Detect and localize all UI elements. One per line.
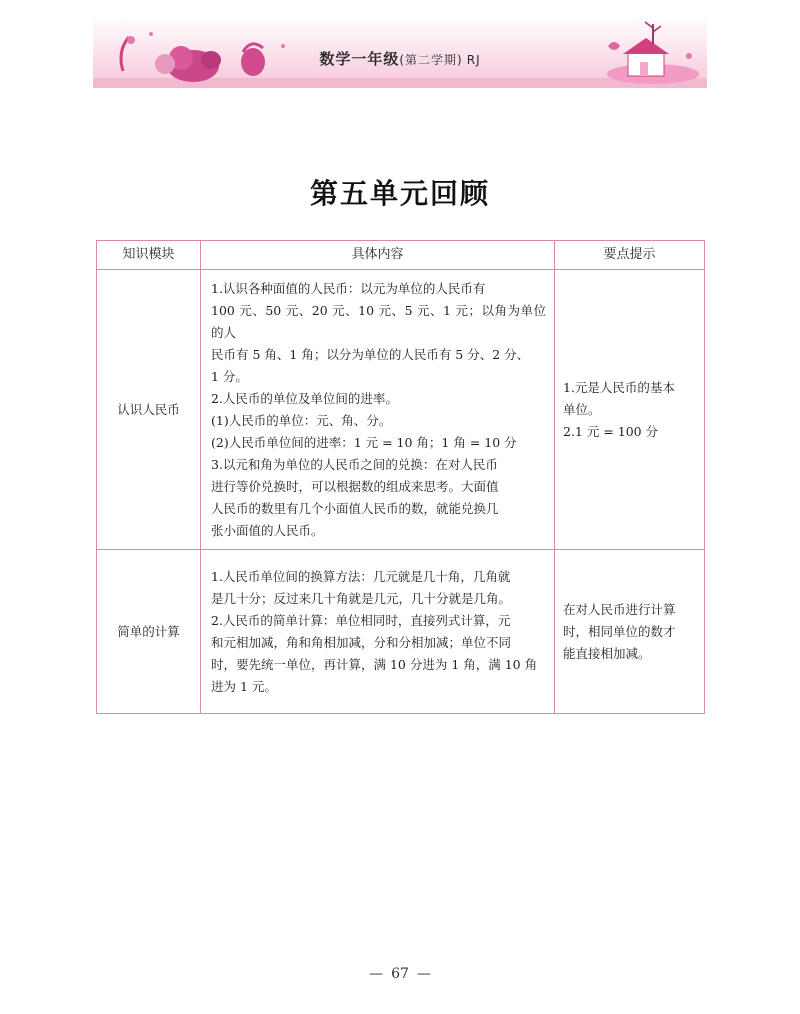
tips-cell [555, 550, 705, 714]
page-footer [0, 966, 800, 982]
review-table [96, 240, 705, 714]
content-line: 人民币的数里有几个小面值人民币的数，就能兑换几 [211, 500, 499, 516]
content-line: 进为 1 元。 [211, 678, 277, 694]
table-row [97, 550, 705, 714]
table-row [97, 270, 705, 550]
content-line: 100 元、50 元、20 元、10 元、5 元、1 元；以角为单位的人 [211, 302, 546, 340]
book-term: (第二学期) [399, 53, 463, 67]
page-title: 第五单元回顾 [309, 177, 490, 210]
page-number: 67 [391, 966, 409, 982]
content-line: 2.人民币的简单计算：单位相同时，直接列式计算，元 [211, 612, 511, 628]
content-line: 1 分。 [211, 368, 248, 384]
content-line: 时，要先统一单位，再计算，满 10 分进为 1 角，满 10 角 [211, 656, 538, 672]
content-line: (1)人民币的单位：元、角、分。 [211, 412, 392, 428]
table-header-row [97, 241, 705, 270]
footer-dash-left: — [369, 966, 384, 982]
content-line: 是几十分；反过来几十角就是几元，几十分就是几角。 [211, 590, 512, 606]
content-cell [201, 270, 555, 550]
tips-line: 在对人民币进行计算 [563, 601, 676, 617]
column-header-module: 知识模块 [97, 241, 201, 270]
footer-dash-right: — [416, 966, 431, 982]
header-title [0, 48, 800, 69]
content-line: 和元相加减，角和角相加减，分和分相加减；单位不同 [211, 634, 512, 650]
column-header-content: 具体内容 [201, 241, 555, 270]
content-line: 1.认识各种面值的人民币：以元为单位的人民币有 [211, 280, 486, 296]
module-cell: 简单的计算 [97, 550, 201, 714]
column-header-tips: 要点提示 [555, 241, 705, 270]
tips-line: 单位。 [563, 401, 601, 417]
tips-line: 能直接相加减。 [563, 645, 651, 661]
content-line: 3.以元和角为单位的人民币之间的兑换：在对人民币 [211, 456, 498, 472]
content-cell [201, 550, 555, 714]
tips-cell [555, 270, 705, 550]
content-line: 进行等价兑换时，可以根据数的组成来思考。大面值 [211, 478, 499, 494]
content-line: 2.人民币的单位及单位间的进率。 [211, 390, 398, 406]
content-line: 张小面值的人民币。 [211, 522, 324, 538]
content-line: 1.人民币单位间的换算方法：几元就是几十角，几角就 [211, 568, 511, 584]
book-title: 数学一年级 [319, 50, 400, 68]
tips-line: 1.元是人民币的基本 [563, 379, 675, 395]
tips-line: 时，相同单位的数才 [563, 623, 676, 639]
tips-line: 2.1 元 = 100 分 [563, 423, 659, 439]
book-edition: RJ [466, 53, 481, 67]
content-line: 民币有 5 角、1 角；以分为单位的人民币有 5 分、2 分、 [211, 346, 530, 362]
content-line: (2)人民币单位间的进率：1 元 = 10 角；1 角 = 10 分 [211, 434, 517, 450]
module-cell: 认识人民币 [97, 270, 201, 550]
